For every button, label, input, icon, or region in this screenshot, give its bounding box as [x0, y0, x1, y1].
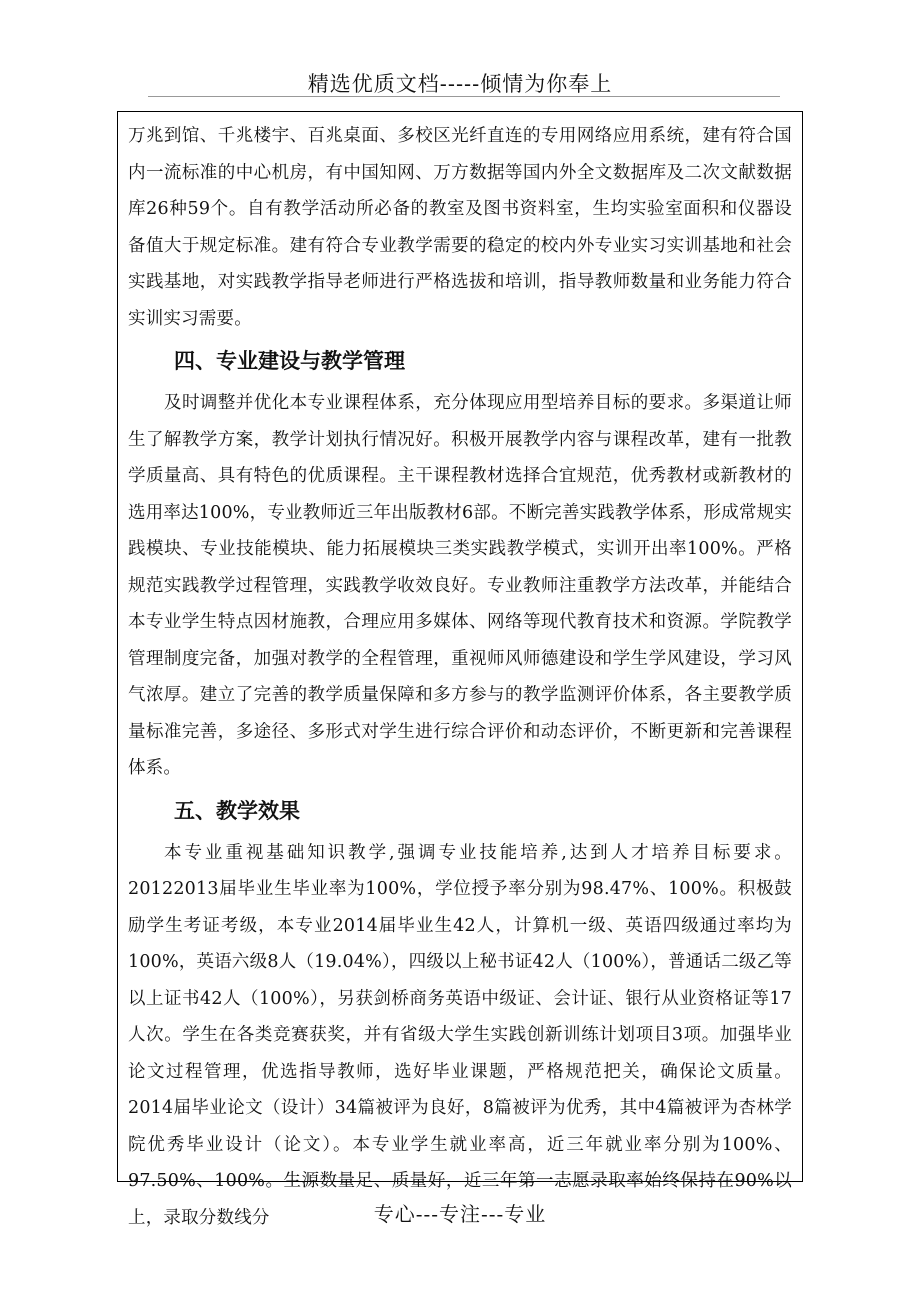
intro-paragraph: 万兆到馆、千兆楼宇、百兆桌面、多校区光纤直连的专用网络应用系统，建有符合国内一流标准的中心机房，有中国知网、万方数据等国内外全文数据库及二次文献数据库26种59个。自有教学活动所必备的教室及图书资料室，生均实验室面积和仪器设备值大于规定标准。建有符合专业教学需要的稳定的校内外专业实习实训基地和社会实践基地，对实践教学指导老师进行严格选拔和培训，指导教师数量和业务能力符合实训实习需要。 [128, 126, 792, 329]
header-divider [148, 96, 780, 97]
section-5-paragraph: 本专业重视基础知识教学,强调专业技能培养,达到人才培养目标要求。20122013届毕业生毕业率为100%，学位授予率分别为98.47%、100%。积极鼓励学生考证考级，本专业2014届毕业生42人，计算机一级、英语四级通过率均为100%，英语六级8人（19.04%），四级以上秘书证42人（100%），普通话二级乙等以上证书42人（100%），另获剑桥商务英语中级证、会计证、银行从业资格证等17人次。学生在各类竞赛获奖，并有省级大学生实践创新训练计划项目3项。加强毕业论文过程管理，优选指导教师，选好毕业课题，严格规范把关，确保论文质量。2014届毕业论文（设计）34篇被评为良好，8篇被评为优秀，其中4篇被评为杏林学院优秀毕业设计（论文）。本专业学生就业率高，近三年就业率分别为100%、97.50%、100%。生源数量足、质量好，近三年第一志愿录取率始终保持在90%以上，录取分数线分 [128, 842, 792, 1228]
content-body [118, 112, 802, 1236]
page-header: 精选优质文档-----倾情为你奉上 [307, 72, 613, 96]
section-heading-4: 四、专业建设与教学管理 [174, 349, 405, 373]
section-heading-5: 五、教学效果 [174, 798, 300, 823]
page-footer: 专心---专注---专业 [373, 1202, 547, 1226]
section-4-paragraph: 及时调整并优化本专业课程体系，充分体现应用型培养目标的要求。多渠道让师生了解教学方案，教学计划执行情况好。积极开展教学内容与课程改革，建有一批教学质量高、具有特色的优质课程。主干课程教材选择合宜规范，优秀教材或新教材的选用率达100%，专业教师近三年出版教材6部。不断完善实践教学体系，形成常规实践模块、专业技能模块、能力拓展模块三类实践教学模式，实训开出率100%。严格规范实践教学过程管理，实践教学收效良好。专业教师注重教学方法改革，并能结合本专业学生特点因材施教，合理应用多媒体、网络等现代教育技术和资源。学院教学管理制度完备，加强对教学的全程管理，重视师风师德建设和学生学风建设，学习风气浓厚。建立了完善的教学质量保障和多方参与的教学监测评价体系，各主要教学质量标准完善，多途径、多形式对学生进行综合评价和动态评价，不断更新和完善课程体系。 [128, 393, 792, 778]
